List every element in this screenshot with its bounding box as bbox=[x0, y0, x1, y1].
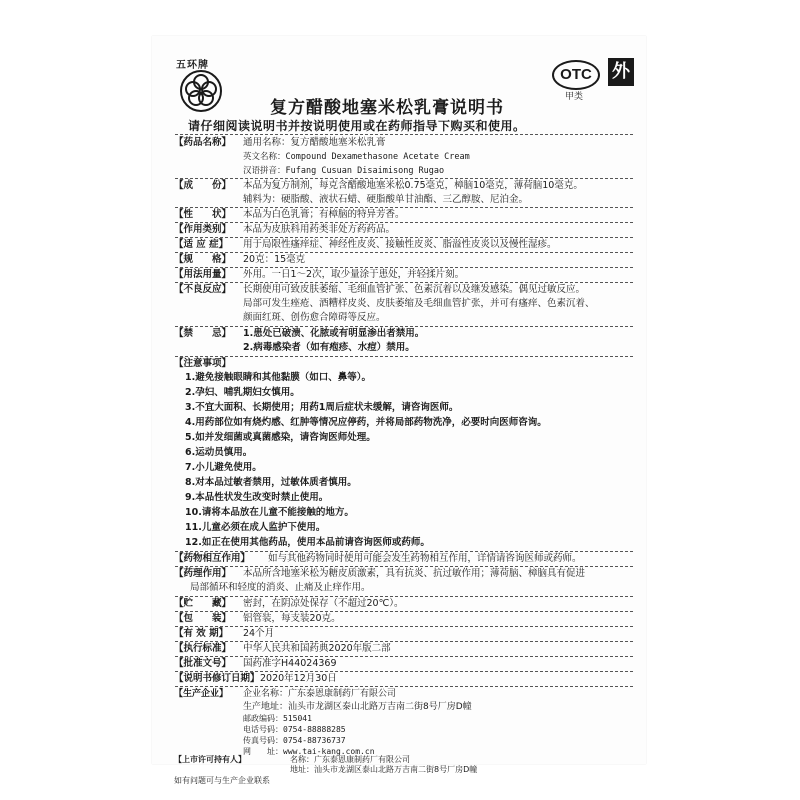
manufacturer-fax: 传真号码：0754-88736737 bbox=[243, 736, 346, 745]
section-label-category: 【作用类别】 bbox=[174, 224, 232, 235]
holder-name: 名称：广东泰恩康制药厂有限公司 bbox=[290, 755, 410, 764]
validity-text: 24个月 bbox=[243, 628, 275, 639]
usage-notice: 请仔细阅读说明书并按说明使用或在药师指导下购买和使用。 bbox=[188, 119, 526, 133]
section-label-ingredients: 【成 份】 bbox=[174, 180, 232, 191]
section-label-dosage: 【用法用量】 bbox=[174, 269, 232, 280]
precaution-item: 11.儿童必须在成人监护下使用。 bbox=[185, 522, 326, 533]
precaution-item: 1.避免接触眼睛和其他黏膜（如口、鼻等）。 bbox=[185, 372, 371, 383]
generic-name: 通用名称：复方醋酸地塞米松乳膏 bbox=[243, 137, 386, 148]
holder-address: 地址：汕头市龙湖区泰山北路万吉南二街8号厂房D幢 bbox=[290, 765, 478, 774]
standard-text: 中华人民共和国药典2020年版二部 bbox=[243, 643, 391, 654]
precaution-item: 6.运动员慎用。 bbox=[185, 447, 253, 458]
storage-text: 密封，在阴凉处保存（不超过20℃）。 bbox=[243, 598, 404, 609]
section-label-standard: 【执行标准】 bbox=[174, 643, 232, 654]
divider bbox=[175, 134, 633, 135]
document-title: 复方醋酸地塞米松乳膏说明书 bbox=[270, 98, 504, 118]
precaution-item: 9.本品性状发生改变时禁止使用。 bbox=[185, 492, 329, 503]
section-label-pharmacology: 【药理作用】 bbox=[174, 568, 232, 579]
precaution-item: 4.用药部位如有烧灼感、红肿等情况应停药，并将局部药物洗净，必要时向医师咨询。 bbox=[185, 417, 547, 428]
section-label-appearance: 【性 状】 bbox=[174, 209, 232, 220]
adverse-line-2: 局部可发生痤疮、酒糟样皮炎、皮肤萎缩及毛细血管扩张，并可有瘙痒、色素沉着、 bbox=[243, 298, 595, 309]
manufacturer-phone: 电话号码：0754-88888285 bbox=[243, 725, 346, 734]
section-label-storage: 【贮 藏】 bbox=[174, 598, 232, 609]
section-label-holder: 【上市许可持有人】 bbox=[174, 755, 246, 764]
ingredients-line-1: 本品为复方制剂，每克含醋酸地塞米松0.75毫克，樟脑10毫克，薄荷脑10毫克。 bbox=[243, 180, 583, 191]
precaution-item: 5.如并发细菌或真菌感染，请咨询医师处理。 bbox=[185, 432, 376, 443]
otc-badge: OTC bbox=[552, 60, 600, 90]
section-label-revision: 【说明书修订日期】 bbox=[174, 673, 260, 684]
precaution-item: 7.小儿避免使用。 bbox=[185, 462, 262, 473]
ingredients-line-2: 辅料为：硬脂酸、液状石蜡、硬脂酸单甘油酯、三乙醇胺、尼泊金。 bbox=[243, 194, 529, 205]
divider bbox=[175, 356, 633, 357]
section-label-name: 【药品名称】 bbox=[174, 137, 232, 148]
pinyin-name: 汉语拼音：Fufang Cusuan Disaimisong Rugao bbox=[243, 166, 445, 176]
precaution-item: 10.请将本品放在儿童不能接触的地方。 bbox=[185, 507, 354, 518]
section-label-indication: 【适 应 症】 bbox=[174, 239, 229, 250]
external-use-badge: 外 bbox=[608, 58, 634, 86]
interaction-text: 如与其他药物同时使用可能会发生药物相互作用，详情请咨询医师或药师。 bbox=[268, 553, 582, 564]
precaution-item: 8.对本品过敏者禁用，过敏体质者慎用。 bbox=[185, 477, 357, 488]
pharmacology-line-1: 本品所含地塞米松为糖皮质激素，具有抗炎、抗过敏作用；薄荷脑、樟脑具有促进 bbox=[243, 568, 586, 579]
manufacturer-postcode: 邮政编码：515041 bbox=[243, 714, 312, 723]
package-text: 铝管装，每支装20克。 bbox=[243, 613, 341, 624]
section-label-interaction: 【药物相互作用】 bbox=[174, 553, 251, 564]
appearance-text: 本品为白色乳膏；有樟脑的特异芳香。 bbox=[243, 209, 405, 220]
revision-text: 2020年12月30日 bbox=[260, 673, 337, 684]
section-label-contraindications: 【禁 忌】 bbox=[174, 328, 232, 339]
adverse-line-3: 颜面红斑、创伤愈合障碍等反应。 bbox=[243, 312, 386, 323]
precaution-item: 12.如正在使用其他药品，使用本品前请咨询医师或药师。 bbox=[185, 537, 430, 548]
indication-text: 用于局限性瘙痒症、神经性皮炎、接触性皮炎、脂溢性皮炎以及慢性湿疹。 bbox=[243, 239, 557, 250]
spec-text: 20克：15毫克 bbox=[243, 254, 306, 265]
section-label-package: 【包 装】 bbox=[174, 613, 232, 624]
adverse-line-1: 长期使用可致皮肤萎缩、毛细血管扩张、色素沉着以及继发感染。偶见过敏反应。 bbox=[243, 284, 586, 295]
precaution-item: 2.孕妇、哺乳期妇女慎用。 bbox=[185, 387, 300, 398]
section-label-approval: 【批准文号】 bbox=[174, 658, 232, 669]
section-label-validity: 【有 效 期】 bbox=[174, 628, 229, 639]
category-text: 本品为皮肤科用药类非处方药药品。 bbox=[243, 224, 396, 235]
section-label-spec: 【规 格】 bbox=[174, 254, 232, 265]
brand-name: 五环牌 bbox=[176, 60, 209, 71]
manufacturer-website: 网 址：www.tai-kang.com.cn bbox=[243, 747, 375, 756]
manufacturer-name: 企业名称：广东泰恩康制药厂有限公司 bbox=[243, 689, 397, 699]
section-label-precautions: 【注意事项】 bbox=[174, 358, 232, 369]
otc-class-label: 甲类 bbox=[565, 92, 584, 102]
contra-line-2: 2.病毒感染者（如有疱疹、水痘）禁用。 bbox=[243, 342, 415, 353]
dosage-text: 外用。一日1～2次，取少量涂于患处，并轻揉片刻。 bbox=[243, 269, 465, 280]
contra-line-1: 1.患处已破溃、化脓或有明显渗出者禁用。 bbox=[243, 328, 425, 339]
pharmacology-line-2: 局部循环和轻度的消炎、止痛及止痒作用。 bbox=[190, 582, 371, 593]
precaution-item: 3.不宜大面积、长期使用；用药1周后症状未缓解，请咨询医师。 bbox=[185, 402, 459, 413]
approval-text: 国药准字H44024369 bbox=[243, 658, 337, 669]
manufacturer-address: 生产地址：汕头市龙湖区泰山北路万吉南二街8号厂房D幢 bbox=[243, 702, 472, 712]
footer-contact-note: 如有问题可与生产企业联系 bbox=[174, 776, 270, 785]
section-label-adverse: 【不良反应】 bbox=[174, 284, 232, 295]
section-label-manufacturer: 【生产企业】 bbox=[174, 689, 229, 699]
english-name: 英文名称：Compound Dexamethasone Acetate Cream bbox=[243, 152, 470, 162]
